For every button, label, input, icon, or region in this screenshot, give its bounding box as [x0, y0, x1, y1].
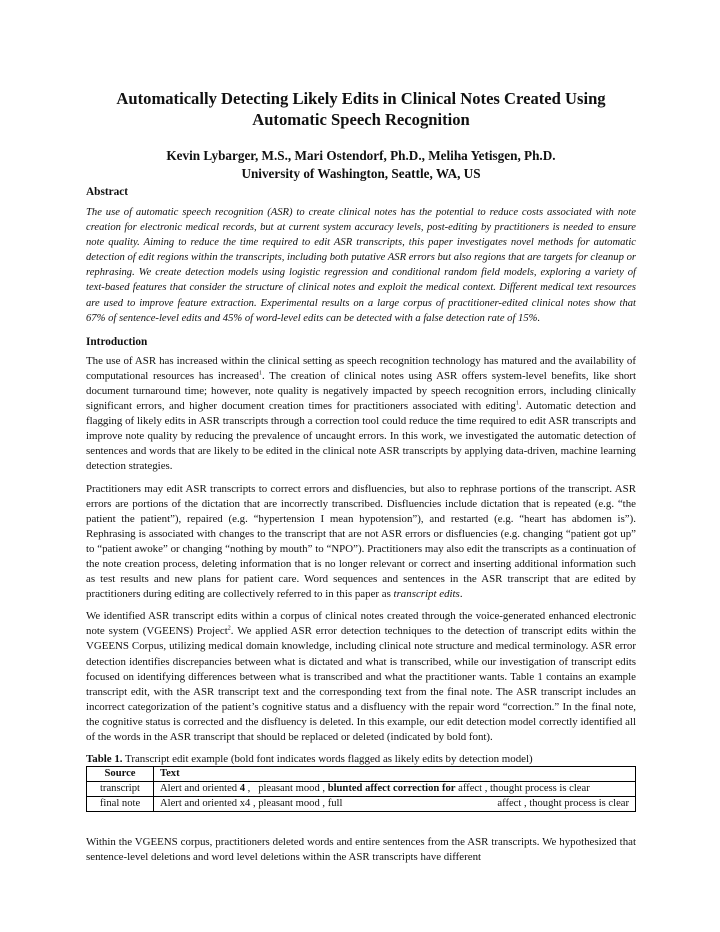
term-transcript-edits: transcript edits — [393, 588, 460, 601]
table-row — [87, 797, 636, 812]
citation-marker: 1 — [515, 400, 519, 407]
closing-paragraph: Within the VGEENS corpus, practitioners deleted words and entire sentences from the ASR transcripts. We hypothesized that sentence-level deletions and word level deletions within the ASR transcripts have different — [86, 836, 636, 864]
title-line-1: Automatically Detecting Likely Edits in Clinical Notes Created Using — [116, 89, 606, 108]
paper-title — [86, 88, 636, 130]
intro-paragraph-3: We identified ASR transcript edits within a corpus of clinical notes created through the voice-generated enhanced electronic note system (VGEENS) Project$^2$. We applied ASR error detection techniques to the detection of transcript edits within the VGEENS Corpus, utilizing medical domain knowledge, including clinical note structure and medical terminology. ASR error detection identifies discrepancies between what is dictated and what is transcribed, while our investigation of transcript edits focused on identifying differences between what is transcribed and what the practitioner wants. Table 1 contains an example transcript edit, with the ASR transcript text and the corresponding text from the final note. The ASR transcript includes an incorrect categorization of the patient’s cognitive status and a disfluency with the repair word “correction.” In the final note, the cognitive status is corrected and the disfluency is deleted. In this example, our edit detection model correctly identified all of the words in the ASR transcript that should be replaced or deleted (indicated by bold font). — [86, 610, 637, 743]
table-cell-source: final note — [87, 797, 154, 812]
table-cell-text: Alert and oriented x4 , pleasant mood , full affect , thought process is clear — [154, 797, 636, 812]
citation-marker: 2 — [227, 625, 231, 632]
table-header-row — [87, 767, 636, 782]
author-block — [86, 147, 636, 183]
author-names: Kevin Lybarger, M.S., Mari Ostendorf, Ph.D., Meliha Yetisgen, Ph.D. — [166, 148, 556, 163]
abstract-heading: Abstract — [86, 186, 129, 198]
table-1 — [86, 766, 636, 812]
table-1-caption: Table 1. Transcript edit example (bold font indicates words flagged as likely edits by detection model) — [86, 753, 533, 766]
author-affiliation: University of Washington, Seattle, WA, US — [241, 166, 481, 181]
table-header-source: Source — [87, 767, 154, 782]
table-row — [87, 782, 636, 797]
paper-page — [86, 88, 636, 865]
flagged-edit: 4 — [239, 783, 246, 795]
flagged-edit: blunted affect correction for — [327, 783, 456, 795]
table-cell-text: Alert and oriented 4 , pleasant mood , blunted affect correction for affect , thought process is clear — [154, 782, 636, 797]
intro-paragraph-2: Practitioners may edit ASR transcripts to correct errors and disfluencies, but also to rephrase portions of the transcript. ASR errors are portions of the dictation that are incorrectly transcribed. Disfluencies include dictation that is repeated (e.g. “the patient the patient”), repaired (e.g. “hypertension I mean hypotension”), and restarted (e.g. “heart has abdomen is”). Rephrasing is associated with changes to the transcript that are not ASR errors or disfluencies (e.g. changing “patient got up” to “patient awoke” or changing “nothing by mouth” to “NPO”). Practitioners may also edit the transcripts as a continuation of the note creation process, deleting information that is no longer relevant or correct and inserting additional information such as test results and new plans for patient care. Word sequences and sentences in the ASR transcript that are edited by practitioners during editing are collectively referred to in this paper as transcript edits. — [86, 482, 636, 601]
table-cell-source: transcript — [87, 782, 154, 797]
abstract-text: The use of automatic speech recognition (ASR) to create clinical notes has the potential to reduce costs associated with note creation for electronic medical records, but at current system accuracy levels, post-editing by practitioners is needed to ensure note quality. Aiming to reduce the time required to edit ASR transcripts, this paper investigates novel methods for automatic detection of edit regions within the transcripts, including both putative ASR errors but also regions that are targets for cleanup or rephrasing. We create detection models using logistic regression and conditional random field models, exploring a variety of text-based features that consider the structure of clinical notes and exploit the medical context. Different medical text resources are used to improve feature extraction. Experimental results on a large corpus of practitioner-edited clinical notes show that 67% of sentence-level edits and 45% of word-level edits can be detected with a false detection rate of 15%. — [86, 207, 636, 324]
introduction-heading: Introduction — [86, 335, 148, 348]
table-header-text: Text — [154, 767, 636, 782]
citation-marker: 1 — [258, 370, 262, 377]
intro-paragraph-1: The use of ASR has increased within the clinical setting as speech recognition technology has matured and the availability of computational resources has increased$^1$. The creation of clinical notes using ASR offers system-level benefits, like short document turnaround time; however, note quality is negatively impacted by speech recognition errors, including clinically significant errors, and higher document creation times for practitioners associated with editing$^1$. Automatic detection and flagging of likely edits in ASR transcripts through a correction tool could reduce the time required to edit ASR transcripts and improve note quality by reducing the prevalence of uncaught errors. In this work, we investigated the automatic detection of sentences and words that are likely to be edited in the clinical note ASR transcripts by applying data-driven, machine learning detection strategies. — [86, 354, 637, 473]
title-line-2: Automatic Speech Recognition — [252, 110, 470, 129]
